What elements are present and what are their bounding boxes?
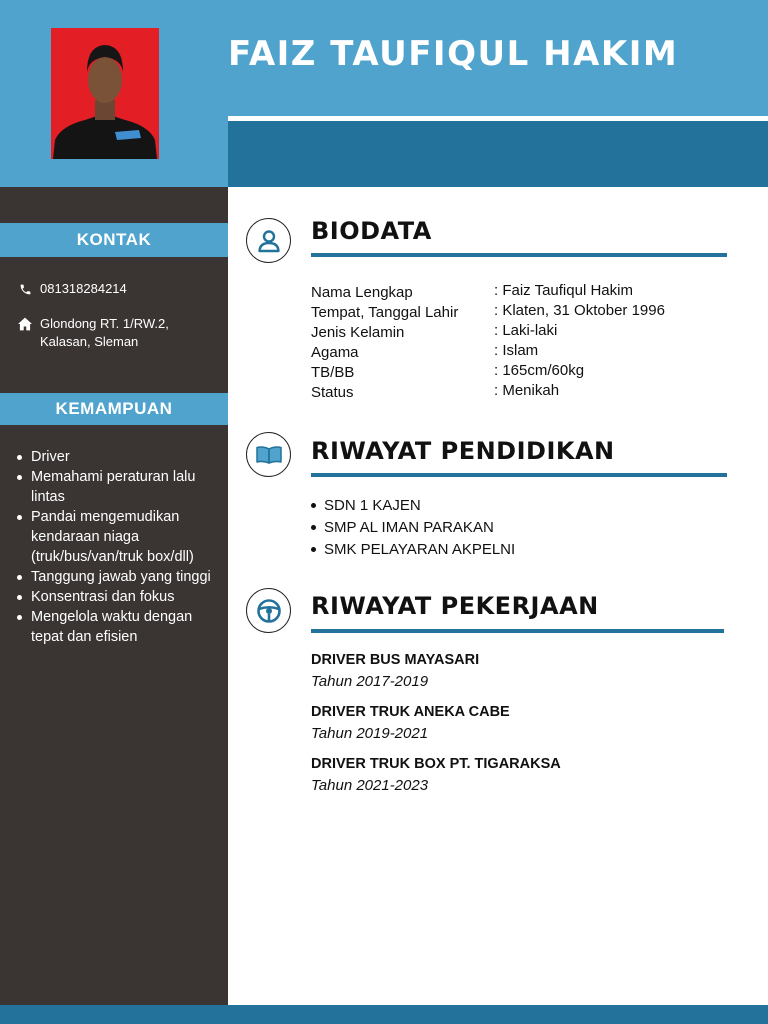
pendidikan-heading: RIWAYAT PENDIDIKAN (311, 437, 615, 465)
skill-item: Pandai mengemudikan kendaraan niaga (truk/bus/van/truk box/dll) (14, 507, 224, 567)
pekerjaan-rule (311, 629, 724, 633)
bio-label: Tempat, Tanggal Lahir (311, 304, 459, 321)
person-icon (246, 218, 291, 263)
job-year: Tahun 2017-2019 (311, 673, 429, 690)
pendidikan-rule (311, 473, 727, 477)
skill-item: Driver (14, 447, 224, 467)
education-item: SDN 1 KAJEN (311, 495, 515, 517)
phone-icon (17, 280, 33, 298)
full-name-heading: FAIZ TAUFIQUL HAKIM (228, 34, 679, 74)
kemampuan-heading: KEMAMPUAN (0, 393, 228, 425)
job-year: Tahun 2021-2023 (311, 777, 429, 794)
contact-phone (17, 280, 127, 298)
skills-list (14, 447, 224, 647)
skill-item: Konsentrasi dan fokus (14, 587, 224, 607)
skill-item: Memahami peraturan lalu lintas (14, 467, 224, 507)
education-list (311, 495, 515, 561)
bio-label: Nama Lengkap (311, 284, 413, 301)
education-item: SMK PELAYARAN AKPELNI (311, 539, 515, 561)
job-year: Tahun 2019-2021 (311, 725, 429, 742)
bio-label: Agama (311, 344, 359, 361)
bio-value: : 165cm/60kg (494, 362, 585, 379)
bio-value: : Menikah (494, 382, 560, 399)
job-title: DRIVER TRUK ANEKA CABE (311, 704, 510, 720)
header-accent-block (228, 121, 768, 187)
profile-photo (51, 28, 159, 159)
home-icon (17, 315, 33, 333)
job-title: DRIVER BUS MAYASARI (311, 652, 480, 668)
biodata-rule (311, 253, 727, 257)
phone-number: 081318284214 (40, 281, 127, 296)
biodata-heading: BIODATA (311, 217, 432, 245)
education-item: SMP AL IMAN PARAKAN (311, 517, 515, 539)
bio-value: : Islam (494, 342, 539, 359)
skill-item: Tanggung jawab yang tinggi (14, 567, 224, 587)
bio-value: : Laki-laki (494, 322, 558, 339)
footer-band (0, 1005, 768, 1024)
job-title: DRIVER TRUK BOX PT. TIGARAKSA (311, 756, 561, 772)
book-icon (246, 432, 291, 477)
bio-label: Status (311, 384, 354, 401)
address-text: Glondong RT. 1/RW.2, Kalasan, Sleman (40, 316, 169, 349)
bio-value: : Faiz Taufiqul Hakim (494, 282, 633, 299)
bio-label: TB/BB (311, 364, 355, 381)
skill-item: Mengelola waktu dengan tepat dan efisien (14, 607, 224, 647)
kontak-heading: KONTAK (0, 223, 228, 257)
bio-value: : Klaten, 31 Oktober 1996 (494, 302, 665, 319)
bio-label: Jenis Kelamin (311, 324, 405, 341)
contact-address (17, 315, 210, 351)
pekerjaan-heading: RIWAYAT PEKERJAAN (311, 592, 599, 620)
steering-wheel-icon (246, 588, 291, 633)
